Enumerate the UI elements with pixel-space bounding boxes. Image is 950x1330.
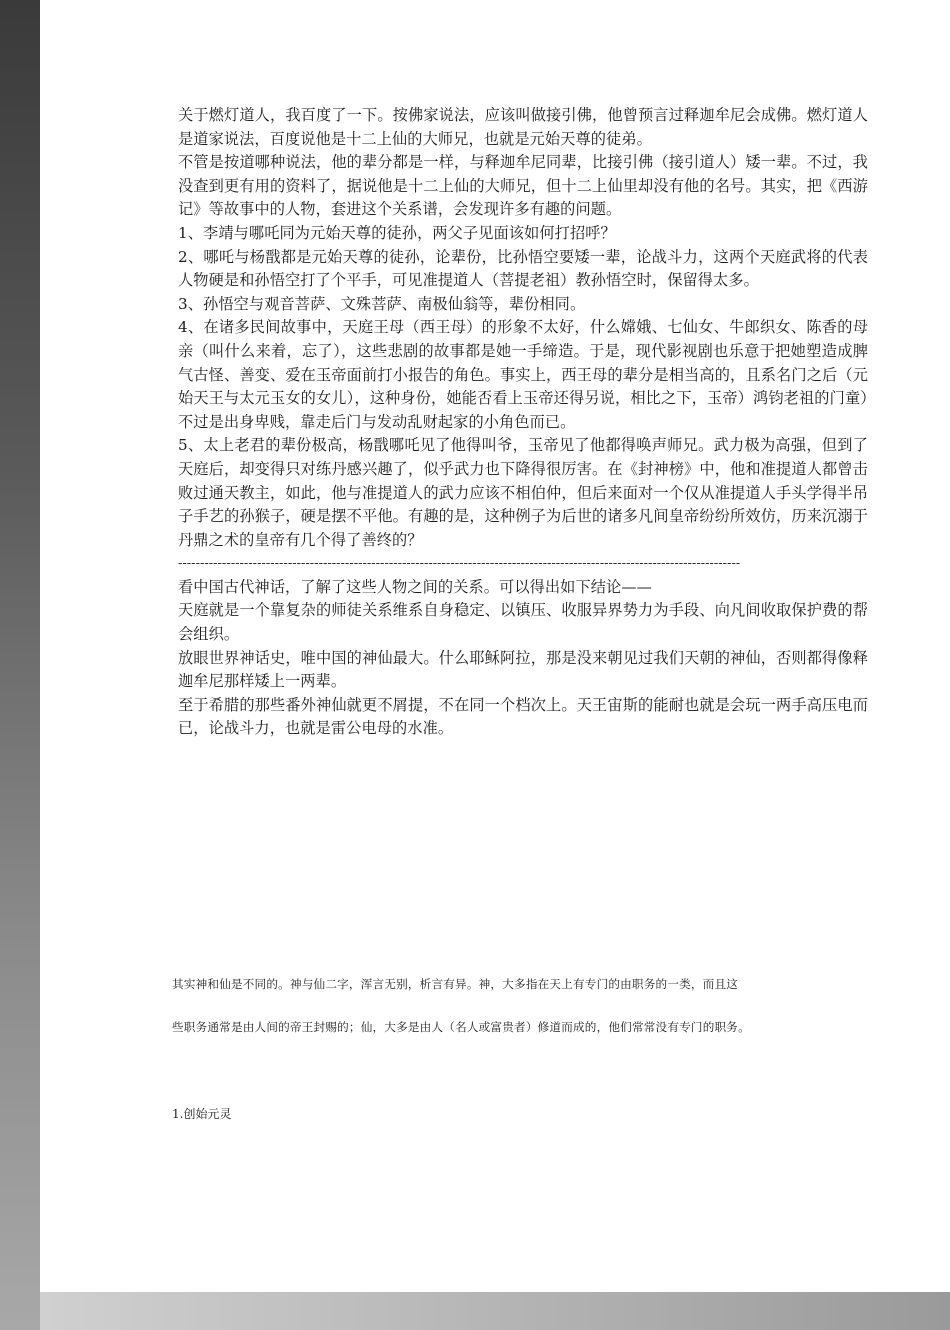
left-scan-border [0,0,40,1330]
section-heading: 1.创始元灵 [172,1107,232,1121]
paragraph-generation: 不管是按道哪种说法，他的辈分都是一样，与释迦牟尼同辈，比接引佛（接引道人）矮一辈。不过，我没查到更有用的资料了，据说他是十二上仙的大师兄，但十二上仙里却没有他的名号。其实，把《西游记》等故事中的人物，套进这个关系谱，会发现许多有趣的问题。 [178,153,868,219]
note-line-2: 些职务通常是由人间的帝王封赐的；仙，大多是由人（名人或富贵者）修道而成的，他们常常没有专门的职务。 [172,1020,750,1034]
paragraph-item-5: 5、太上老君的辈份极高，杨戬哪吒见了他得叫爷，玉帝见了他都得唤声师兄。武力极为高强，但到了天庭后，却变得只对练丹感兴趣了，似乎武力也下降得很厉害。在《封神榜》中，他和准提道人都曾击败过通天教主，如此，他与准提道人的武力应该不相伯仲，但后来面对一个仅从准提道人手头学得半吊子手艺的孙猴子，硬是摆不平他。有趣的是，这种例子为后世的诸多凡间皇帝纷纷所效仿，历来沉溺于丹鼎之术的皇帝有几个得了善终的？ [178,436,868,549]
paragraph-conclusion-greek: 至于希腊的那些番外神仙就更不屑提，不在同一个档次上。天王宙斯的能耐也就是会玩一两手高压电而已，论战斗力，也就是雷公电母的水准。 [178,695,868,738]
dashed-divider: -------------------------------------------------------------------------------------------------------------------------------- [178,556,741,572]
paragraph-conclusion-intro: 看中国古代神话，了解了这些人物之间的关系。可以得出如下结论—— [178,577,652,596]
paragraph-item-1: 1、李靖与哪吒同为元始天尊的徒孙，两父子见面该如何打招呼？ [178,223,616,242]
note-line-1: 其实神和仙是不同的。神与仙二字，浑言无别，析言有异。神，大多指在天上有专门的由职务的一类，而且这 [172,977,739,991]
bottom-scan-border [40,1292,950,1330]
paragraph-item-2: 2、哪吒与杨戬都是元始天尊的徒孙，论辈份，比孙悟空要矮一辈，论战斗力，这两个天庭武将的代表人物硬是和孙悟空打了个平手，可见准提道人（菩提老祖）教孙悟空时，保留得太多。 [178,247,868,290]
paragraph-conclusion-heaven: 天庭就是一个靠复杂的师徒关系维系自身稳定、以镇压、收服异界势力为手段、向凡间收取保护费的帮会组织。 [178,601,868,644]
paragraph-conclusion-world: 放眼世界神话史，唯中国的神仙最大。什么耶稣阿拉，那是没来朝见过我们天朝的神仙，否则都得像释迦牟尼那样矮上一两辈。 [178,648,868,691]
paragraph-item-3: 3、孙悟空与观音菩萨、文殊菩萨、南极仙翁等，辈份相同。 [178,294,586,313]
document-page [40,0,950,1292]
paragraph-randeng-intro: 关于燃灯道人，我百度了一下。按佛家说法，应该叫做接引佛，他曾预言过释迦牟尼会成佛。燃灯道人是道家说法，百度说他是十二上仙的大师兄，也就是元始天尊的徒弟。 [178,106,868,148]
paragraph-item-4: 4、在诸多民间故事中，天庭王母（西王母）的形象不太好，什么嫦娥、七仙女、牛郎织女、陈香的母亲（叫什么来着，忘了），这些悲剧的故事都是她一手缔造。于是，现代影视剧也乐意于把她塑造成脾气古怪、善变、爱在玉帝面前打小报告的角色。事实上，西王母的辈分是相当高的，且系名门之后（元始天王与太元玉女的女儿），这种身份，她能否看上玉帝还得另说，相比之下，玉帝）鸿钧老祖的门童）不过是出身卑贱，靠走后门与发动乱财起家的小角色而已。 [178,318,868,431]
article-body [178,104,868,741]
